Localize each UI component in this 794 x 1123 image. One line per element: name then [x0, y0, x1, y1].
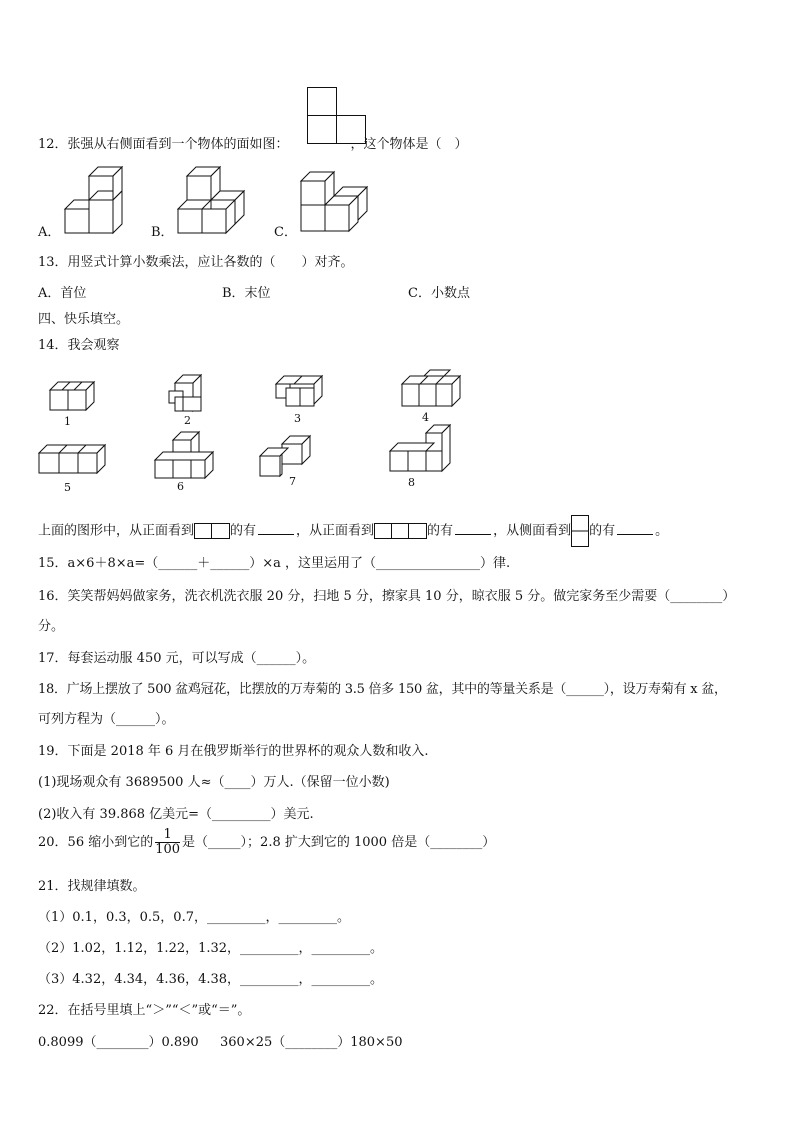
q14-figure-label-1: 1 [64, 415, 71, 428]
q14-figure-4 [400, 370, 465, 410]
q14-front-view-two-squares [194, 523, 230, 539]
q14-title: 14．我会观察 [38, 338, 120, 353]
q14-figure-label-3: 3 [294, 412, 301, 425]
q14-blank-3[interactable] [617, 522, 653, 535]
q14-text-end: 。 [655, 523, 669, 539]
q14-figure-8 [388, 425, 453, 475]
q22-item-1: 0.8099（________）0.890 [38, 1035, 199, 1050]
q19-sub-1: (1)现场观众有 3689500 人≈（____）万人.（保留一位小数) [38, 775, 390, 790]
q19-title: 19．下面是 2018 年 6 月在俄罗斯举行的世界杯的观众人数和收入. [38, 744, 429, 759]
q12-option-c-figure [298, 170, 368, 240]
q17-question: 17．每套运动服 450 元，可以写成（______）。 [38, 651, 316, 666]
q20-fraction [155, 828, 180, 857]
q13-question: 13．用竖式计算小数乘法，应让各数的（ ）对齐。 [38, 255, 354, 270]
q18-line-2: 可列方程为（______）。 [38, 712, 175, 727]
q22-item-2: 360×25（________）180×50 [220, 1035, 403, 1050]
q14-figure-label-2: 2 [184, 414, 191, 427]
q14-text-3: ，从正面看到 [296, 523, 375, 539]
q20-fraction-numerator: 1 [155, 828, 180, 843]
q16-line-1: 16．笑笑帮妈妈做家务，洗衣机洗衣服 20 分，扫地 5 分，擦家具 10 分，晾衣服 5 分。做完家务至少需要（________） [38, 589, 736, 604]
q12-text-after: ，这个物体是（ ） [350, 137, 468, 152]
q14-text-6: 的有 [589, 523, 616, 539]
q14-figure-5 [37, 443, 109, 479]
q12-question [38, 133, 468, 152]
q12-option-b-label: B． [151, 225, 174, 240]
q14-figure-label-6: 6 [177, 480, 184, 493]
q14-front-view-three-squares [374, 523, 427, 539]
q14-text-1: 上面的图形中，从正面看到 [38, 523, 195, 539]
q20-question [38, 828, 495, 857]
q14-question-line [38, 515, 668, 547]
q14-figure-7 [258, 436, 318, 481]
q13-option-b: B．末位 [222, 286, 271, 301]
q12-text-before: 12．张强从右侧面看到一个物体的面如图： [38, 137, 289, 152]
q14-figure-6 [153, 432, 218, 480]
q12-option-a-figure [62, 165, 132, 235]
q15-question: 15．a×6＋8×a=（______＋______）×a ，这里运用了（________________）律. [38, 556, 511, 571]
q14-figure-1 [48, 380, 108, 430]
q14-figure-label-8: 8 [408, 476, 415, 489]
q14-text-4: 的有 [427, 523, 454, 539]
q21-title: 21．找规律填数。 [38, 879, 146, 894]
q21-sub-2: （2）1.02，1.12，1.22，1.32，_________，_________。 [38, 941, 384, 956]
q13-option-c: C．小数点 [408, 286, 470, 301]
q14-figure-3 [274, 374, 334, 414]
q14-blank-2[interactable] [455, 522, 491, 535]
q14-side-view-two-stacked [571, 515, 589, 547]
q12-option-a-label: A． [38, 225, 61, 240]
q20-fraction-denominator: 100 [155, 842, 181, 857]
q13-option-a: A．首位 [38, 286, 87, 301]
q14-text-5: ，从侧面看到 [493, 523, 572, 539]
q22-title: 22．在括号里填上“＞”“＜”或“＝”。 [38, 1003, 251, 1018]
q14-figure-2 [167, 373, 217, 418]
q16-line-2: 分。 [38, 619, 65, 634]
q18-line-1: 18．广场上摆放了 500 盆鸡冠花，比摆放的万寿菊的 3.5 倍多 150 盆，其中的等量关系是（______），设万寿菊有 x 盆， [38, 682, 727, 697]
q20-text-1: 20．56 缩小到它的 [38, 835, 154, 850]
q14-blank-1[interactable] [258, 522, 294, 535]
q14-figure-label-5: 5 [64, 481, 71, 494]
q12-option-c-label: C． [274, 225, 297, 240]
q19-sub-2: (2)收入有 39.868 亿美元=（_________）美元. [38, 807, 314, 822]
section-heading: 四、快乐填空。 [38, 312, 130, 327]
q21-sub-1: （1）0.1，0.3，0.5，0.7，_________，_________。 [38, 910, 350, 925]
q14-figure-label-7: 7 [289, 475, 296, 488]
q12-option-b-figure [175, 165, 250, 235]
q21-sub-3: （3）4.32，4.34，4.36，4.38，_________，_________。 [38, 972, 384, 987]
q20-text-2: 是（_____）；2.8 扩大到它的 1000 倍是（________） [182, 835, 496, 850]
q14-text-2: 的有 [230, 523, 257, 539]
q14-figure-label-4: 4 [422, 411, 429, 424]
